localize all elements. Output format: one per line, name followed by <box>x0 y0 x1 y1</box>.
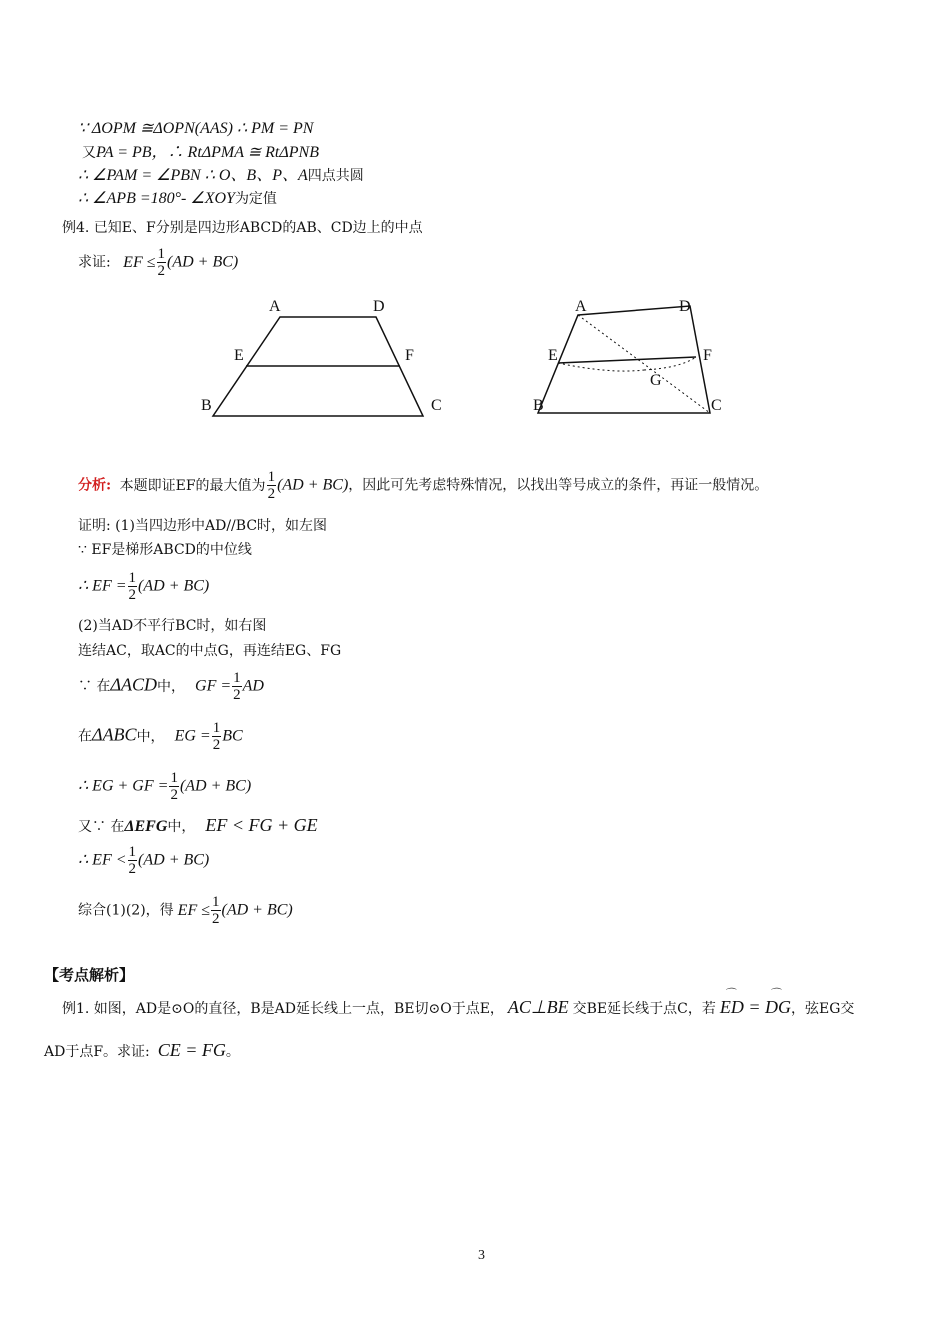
section-example1-line1: 例1. 如图，AD是⊙O的直径，B是AD延长线上一点，BE切⊙O于点E， AC⊥BE 交BE延长线于点C，若⌒ ED = ⌒ DG，弦EG交 <box>62 997 854 1019</box>
label-F: F <box>405 347 414 364</box>
analysis: 分析: 本题即证EF的最大值为 $\frac{1}{2}$ (AD + BC)，因此可先考虑特殊情况，以找出等号成立的条件，再证一般情况。 <box>78 469 769 502</box>
label-A: A <box>269 298 281 315</box>
fraction-half: $\frac{1}{2}$ <box>128 844 137 877</box>
section-title: 【考点解析】 <box>44 966 135 984</box>
label-D: D <box>679 298 691 315</box>
proof-conclusion: 综合(1)(2)，得 EF ≤ $\frac{1}{2}$ (AD + BC) <box>78 894 293 927</box>
label-C: C <box>711 397 722 414</box>
fraction-half: $\frac{1}{2}$ <box>212 720 221 753</box>
figure-quadrilateral <box>520 290 740 430</box>
label-E: E <box>548 347 558 364</box>
page-number: 3 <box>478 1248 485 1263</box>
proof-triangle-inequality: 又∵ 在ΔEFG中， EF < FG + GE <box>78 815 318 835</box>
label-B: B <box>533 397 544 414</box>
example4-statement: 例4. 已知E、F分别是四边形ABCD的AB、CD边上的中点 <box>62 220 423 236</box>
proof-eg: 在ΔABC中， EG = $\frac{1}{2}$ BC <box>78 720 243 753</box>
fraction-half: $\frac{1}{2}$ <box>170 770 178 803</box>
proof-ef-equal: ∴ EF = $\frac{1}{2}$ (AD + BC) <box>78 570 210 603</box>
proof-ef-less: ∴ EF < $\frac{1}{2}$ (AD + BC) <box>78 844 210 877</box>
proof-midline: ∵ EF是梯形ABCD的中位线 <box>78 542 252 558</box>
proof-gf: ∵ 在ΔACD中， GF = $\frac{1}{2}$ AD <box>78 670 264 703</box>
example4-prove: 求证: EF ≤ $\frac{1}{2}$ (AD + BC) <box>78 246 239 279</box>
label-D: D <box>373 298 385 315</box>
arc-dg: ⌒ DG <box>765 997 791 1017</box>
proof-construction: 连结AC，取AC的中点G，再连结EG、FG <box>78 643 342 659</box>
label-F: F <box>703 347 712 364</box>
label-C: C <box>431 397 442 414</box>
proof-line-constant-angle: ∴ ∠APB =180°- ∠XOY为定值 <box>78 190 277 207</box>
proof-sum: ∴ EG + GF = $\frac{1}{2}$ (AD + BC) <box>78 770 252 803</box>
proof-line-right-triangles: 又PA = PB，∴ RtΔPMA ≅ RtΔPNB <box>82 144 319 161</box>
fraction-half: $\frac{1}{2}$ <box>212 894 220 927</box>
figure-trapezoid <box>190 290 450 430</box>
arc-ed: ⌒ ED <box>720 997 744 1017</box>
proof-case1: 证明: (1)当四边形中AD//BC时，如左图 <box>78 518 328 534</box>
proof-line-congruent: ∵ ΔOPM ≅ΔOPN(AAS) ∴ PM = PN <box>78 120 314 137</box>
fraction-half: $\frac{1}{2}$ <box>233 670 241 703</box>
label-B: B <box>201 397 212 414</box>
fraction-half: $\frac{1}{2}$ <box>157 246 165 279</box>
label-E: E <box>234 347 244 364</box>
label-A: A <box>575 298 587 315</box>
fraction-half: $\frac{1}{2}$ <box>267 469 276 502</box>
fraction-half: $\frac{1}{2}$ <box>128 570 137 603</box>
section-example1-line2: AD于点F。求证: CE = FG。 <box>44 1040 240 1060</box>
proof-case2: (2)当AD不平行BC时，如右图 <box>78 618 267 634</box>
proof-line-concyclic: ∴ ∠PAM = ∠PBN ∴ O、B、P、A四点共圆 <box>78 167 364 184</box>
label-G: G <box>650 372 662 389</box>
